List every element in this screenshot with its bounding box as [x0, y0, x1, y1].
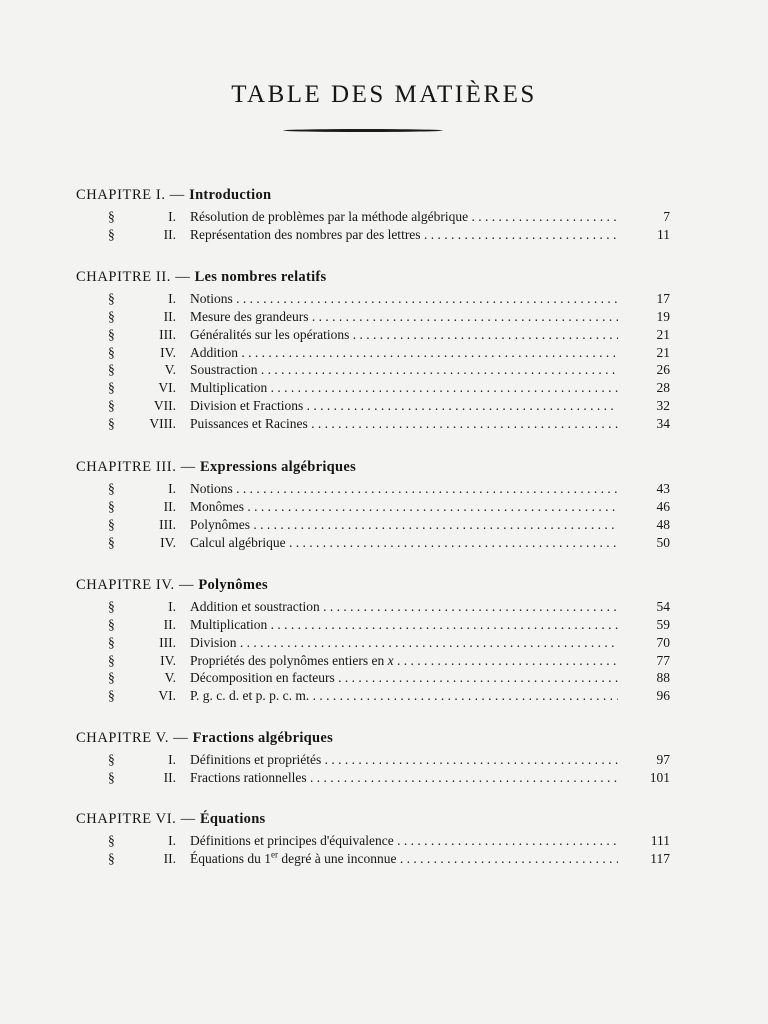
entry-title: Généralités sur les opérations — [190, 326, 350, 342]
title-rule — [283, 129, 443, 132]
entry-title: Multiplication — [190, 616, 268, 632]
chapter-title: Expressions algébriques — [199, 459, 357, 475]
section-symbol: § — [108, 670, 115, 686]
chapter-heading — [76, 729, 333, 747]
entry-title: Mesure des grandeurs — [190, 308, 309, 324]
section-symbol: § — [108, 344, 115, 360]
page-number: 34 — [656, 415, 670, 431]
entry-number: I. — [168, 752, 176, 767]
entry-title-wrap — [190, 308, 618, 326]
chapter-heading — [76, 186, 271, 204]
entry-title: Notions — [190, 481, 233, 496]
entry-title-wrap — [190, 769, 618, 787]
entry-number: VI. — [158, 380, 176, 396]
toc-entry — [0, 751, 768, 769]
entry-title: Représentation des nombres par des lettres — [190, 226, 421, 242]
entry-title-wrap — [190, 379, 618, 397]
entry-title-wrap — [190, 652, 618, 670]
entry-title-wrap — [190, 344, 618, 362]
entry-title: Division — [190, 634, 237, 650]
entry-title-wrap — [190, 361, 618, 379]
chapter-number: CHAPITRE VI. — — [76, 811, 200, 827]
entry-number: I. — [168, 209, 176, 224]
section-symbol: § — [108, 380, 115, 396]
entry-title: Polynômes — [190, 516, 251, 532]
entry-number: I. — [168, 291, 176, 306]
page-number: 54 — [656, 599, 670, 614]
toc-entry — [0, 769, 768, 787]
chapter-heading — [76, 458, 356, 476]
page-number: 17 — [656, 291, 670, 306]
section-symbol: § — [108, 688, 115, 704]
toc-entry — [0, 516, 768, 534]
page-number: 96 — [656, 688, 670, 704]
entry-title: Résolution de problèmes par la méthode algébrique — [190, 209, 469, 224]
leader-dots — [421, 227, 618, 242]
section-symbol: § — [108, 769, 115, 785]
entry-title-wrap — [190, 397, 618, 415]
section-symbol: § — [108, 209, 115, 224]
toc-entry — [0, 850, 768, 868]
chapter-number: CHAPITRE III. — — [76, 459, 200, 475]
leader-dots — [267, 380, 618, 395]
toc-entry — [0, 290, 768, 308]
page-number: 43 — [656, 481, 670, 496]
entry-number: II. — [163, 769, 176, 785]
leader-dots — [308, 416, 618, 431]
entry-title: Définitions et principes d'équivalence — [190, 833, 394, 848]
entry-number: IV. — [160, 344, 176, 360]
leader-dots — [238, 345, 618, 360]
chapter-title: Introduction — [189, 187, 272, 203]
entry-title: Puissances et Racines — [190, 415, 308, 431]
section-symbol: § — [108, 481, 115, 496]
page-number: 97 — [656, 752, 670, 767]
leader-dots — [309, 688, 618, 703]
leader-dots — [250, 517, 618, 532]
section-symbol: § — [108, 362, 115, 378]
section-symbol: § — [108, 291, 115, 306]
toc-entry — [0, 832, 768, 850]
chapter-title: Équations — [199, 811, 266, 827]
leader-dots — [396, 851, 618, 866]
entry-number: IV. — [160, 652, 176, 668]
leader-dots — [394, 653, 618, 668]
page-number: 101 — [649, 769, 670, 785]
toc-entry — [0, 308, 768, 326]
entry-title-wrap — [190, 751, 618, 769]
leader-dots — [320, 599, 618, 614]
entry-title: Définitions et propriétés — [190, 752, 322, 767]
entry-title-wrap — [190, 290, 618, 308]
leader-dots — [349, 327, 618, 342]
entry-number: I. — [168, 481, 176, 496]
entry-title-wrap — [190, 832, 618, 850]
entry-title-wrap — [190, 415, 618, 433]
toc-entry — [0, 687, 768, 705]
page-number: 11 — [657, 226, 670, 242]
leader-dots — [321, 752, 618, 767]
chapter-title: Polynômes — [198, 577, 268, 593]
chapter-heading — [76, 576, 268, 594]
entry-title: Propriétés des polynômes entiers en x — [190, 652, 394, 668]
entry-title: Notions — [190, 291, 233, 306]
toc-entry — [0, 498, 768, 516]
toc-entry — [0, 326, 768, 344]
page-title: TABLE DES MATIÈRES — [231, 81, 537, 108]
toc-entry — [0, 480, 768, 498]
entry-number: III. — [159, 634, 176, 650]
page-number: 21 — [656, 344, 670, 360]
section-symbol: § — [108, 752, 115, 767]
entry-number: V. — [164, 362, 176, 378]
section-symbol: § — [108, 226, 115, 242]
entry-title: Addition et soustraction — [190, 599, 320, 614]
leader-dots — [233, 291, 618, 306]
section-symbol: § — [108, 833, 115, 848]
toc-entry — [0, 534, 768, 552]
toc-entry — [0, 226, 768, 244]
page-number: 26 — [656, 362, 670, 378]
chapter-title: Les nombres relatifs — [194, 269, 327, 285]
page-number: 111 — [650, 833, 670, 848]
page-number: 19 — [656, 308, 670, 324]
entry-number: III. — [159, 516, 176, 532]
chapter-number: CHAPITRE IV. — — [76, 577, 199, 593]
leader-dots — [303, 398, 618, 413]
leader-dots — [468, 209, 618, 224]
section-symbol: § — [108, 616, 115, 632]
section-symbol: § — [108, 326, 115, 342]
chapter-heading — [76, 268, 327, 286]
page-number: 59 — [656, 616, 670, 632]
leader-dots — [237, 635, 618, 650]
section-symbol: § — [108, 652, 115, 668]
leader-dots — [286, 535, 618, 550]
toc-entry — [0, 361, 768, 379]
toc-entry — [0, 634, 768, 652]
leader-dots — [233, 481, 618, 496]
section-symbol: § — [108, 308, 115, 324]
entry-number: II. — [163, 616, 176, 632]
page-number: 117 — [650, 850, 670, 866]
entry-title: Décomposition en facteurs — [190, 670, 335, 686]
entry-title-wrap — [190, 687, 618, 705]
leader-dots — [335, 670, 618, 685]
entry-title: Multiplication — [190, 380, 268, 396]
section-symbol: § — [108, 498, 115, 514]
chapter-number: CHAPITRE I. — — [76, 187, 190, 203]
entry-title-wrap — [190, 850, 618, 868]
chapter-title: Fractions algébriques — [192, 730, 334, 746]
toc-entry — [0, 652, 768, 670]
entry-title-wrap — [190, 669, 618, 687]
toc-entry — [0, 616, 768, 634]
page-number: 88 — [656, 670, 670, 686]
entry-title-wrap — [190, 634, 618, 652]
section-symbol: § — [108, 534, 115, 550]
entry-title: Fractions rationnelles — [190, 769, 307, 785]
leader-dots — [267, 617, 618, 632]
entry-title-wrap — [190, 616, 618, 634]
entry-number: I. — [168, 833, 176, 848]
entry-title-wrap — [190, 208, 618, 226]
entry-number: VII. — [153, 398, 176, 414]
section-symbol: § — [108, 415, 115, 431]
entry-number: IV. — [160, 534, 176, 550]
chapter-heading — [76, 810, 266, 828]
leader-dots — [307, 770, 618, 785]
leader-dots — [308, 309, 618, 324]
section-symbol: § — [108, 850, 115, 866]
entry-title-wrap — [190, 598, 618, 616]
section-symbol: § — [108, 398, 115, 414]
entry-title: Division et Fractions — [190, 398, 304, 414]
entry-title-wrap — [190, 480, 618, 498]
entry-number: VIII. — [149, 415, 176, 431]
toc-entry — [0, 598, 768, 616]
leader-dots — [394, 833, 618, 848]
entry-number: II. — [163, 850, 176, 866]
page-number: 50 — [656, 534, 670, 550]
toc-entry — [0, 669, 768, 687]
entry-title-wrap — [190, 534, 618, 552]
entry-number: I. — [168, 599, 176, 614]
leader-dots — [258, 362, 619, 377]
entry-title: Addition — [190, 344, 239, 360]
entry-title-wrap — [190, 326, 618, 344]
toc-entry — [0, 379, 768, 397]
page-number: 21 — [656, 326, 670, 342]
page-number: 28 — [656, 380, 670, 396]
section-symbol: § — [108, 634, 115, 650]
entry-number: II. — [163, 308, 176, 324]
entry-number: III. — [159, 326, 176, 342]
section-symbol: § — [108, 599, 115, 614]
leader-dots — [244, 499, 618, 514]
toc-entry — [0, 415, 768, 433]
entry-title: Soustraction — [190, 362, 258, 378]
entry-number: II. — [163, 226, 176, 242]
entry-number: V. — [164, 670, 176, 686]
entry-title: Calcul algébrique — [190, 534, 286, 550]
page-number: 70 — [656, 634, 670, 650]
entry-title: Monômes — [190, 498, 244, 514]
page-number: 7 — [663, 209, 670, 224]
entry-title-wrap — [190, 226, 618, 244]
toc-entry — [0, 208, 768, 226]
page-number: 48 — [656, 516, 670, 532]
entry-number: II. — [163, 498, 176, 514]
page-number: 46 — [656, 498, 670, 514]
section-symbol: § — [108, 516, 115, 532]
chapter-number: CHAPITRE V. — — [76, 730, 193, 746]
entry-title: Équations du 1er degré à une inconnue — [190, 849, 397, 866]
toc-entry — [0, 344, 768, 362]
page-number: 32 — [656, 398, 670, 414]
entry-title: P. g. c. d. et p. p. c. m. — [190, 688, 310, 704]
entry-title-wrap — [190, 516, 618, 534]
chapter-number: CHAPITRE II. — — [76, 269, 195, 285]
toc-entry — [0, 397, 768, 415]
entry-number: VI. — [158, 688, 176, 704]
page-number: 77 — [656, 652, 670, 668]
entry-title-wrap — [190, 498, 618, 516]
